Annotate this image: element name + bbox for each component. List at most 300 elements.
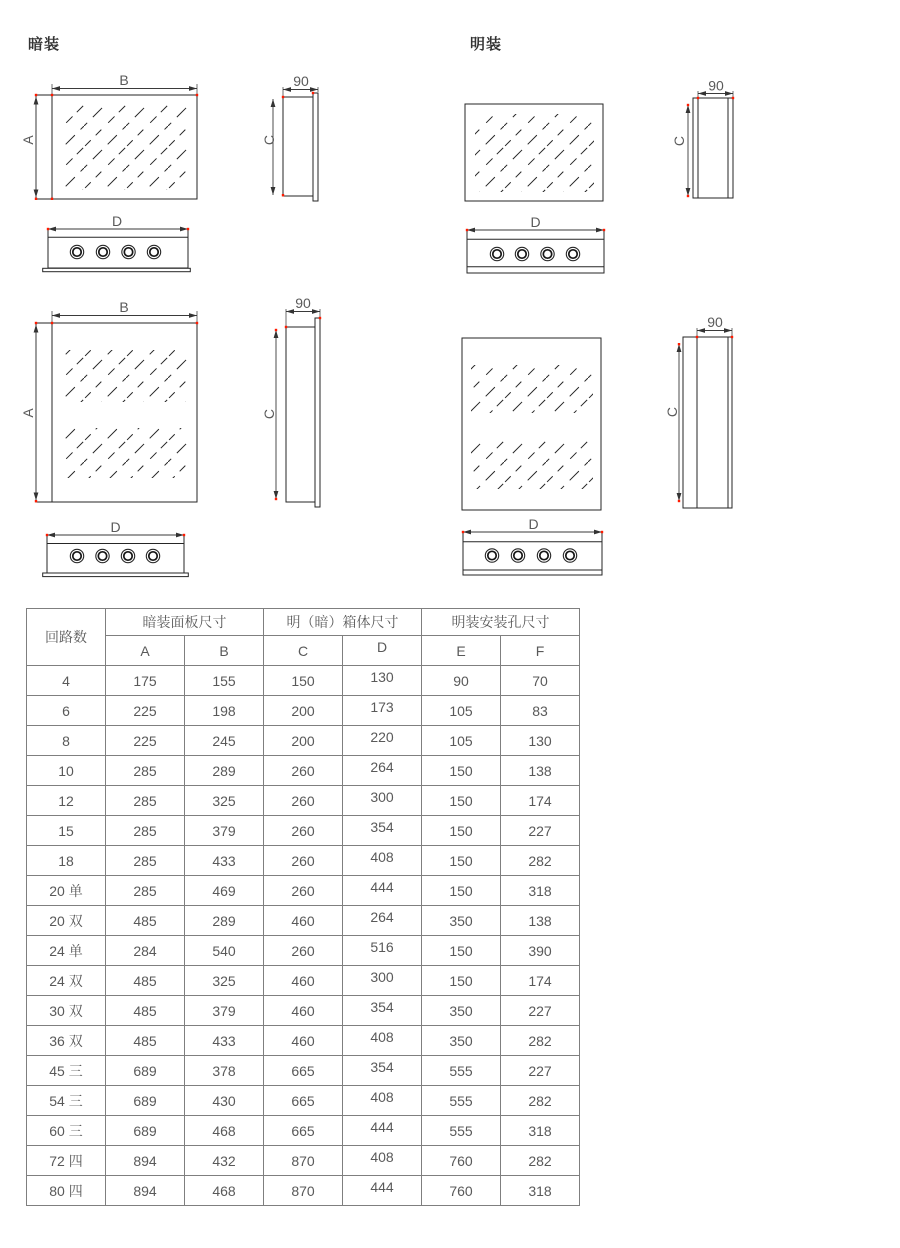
dimension-value-cell	[264, 996, 343, 1026]
cell-text: 555	[449, 1092, 473, 1109]
col-header-b: B	[185, 636, 264, 666]
cell-text: 870	[291, 1152, 315, 1169]
cell-text: 760	[449, 1152, 473, 1169]
col-header-a: A	[106, 636, 185, 666]
cell-text: 350	[449, 1002, 473, 1019]
col-header-d	[343, 636, 422, 666]
dimension-value-cell	[264, 906, 343, 936]
col-header-d-label: D	[376, 638, 388, 655]
cell-text: 460	[291, 912, 315, 929]
cell-text: 469	[212, 882, 236, 899]
table-row	[27, 816, 580, 846]
dimension-value-cell	[501, 1146, 580, 1176]
circuit-count-cell	[27, 1056, 106, 1086]
cell-text: 70	[532, 672, 548, 689]
cell-text: 285	[133, 852, 157, 869]
col-header-c: C	[264, 636, 343, 666]
circuit-count-cell	[27, 1146, 106, 1176]
dim-label-d: D	[528, 516, 539, 532]
dimension-value-cell	[106, 1086, 185, 1116]
dimension-value-cell	[264, 936, 343, 966]
cell-text: 354	[370, 1058, 394, 1075]
dimension-value-cell	[264, 1026, 343, 1056]
table-row	[27, 1026, 580, 1056]
dimension-value-cell	[185, 666, 264, 696]
cell-text: 300	[370, 788, 394, 805]
spec-table	[26, 608, 580, 1206]
cell-text: 894	[133, 1182, 157, 1199]
circuit-count-cell	[27, 966, 106, 996]
cell-text: 433	[212, 852, 236, 869]
cell-text: 408	[370, 1088, 394, 1105]
dimension-value-cell	[185, 876, 264, 906]
cell-text: 264	[370, 908, 394, 925]
dimension-value-cell	[501, 1086, 580, 1116]
cell-text: 430	[212, 1092, 236, 1109]
circuit-count-cell	[27, 1176, 106, 1206]
cell-text: 433	[212, 1032, 236, 1049]
cell-text: 289	[212, 912, 236, 929]
dimension-value-cell	[264, 726, 343, 756]
dimension-value-cell	[501, 816, 580, 846]
cell-text: 282	[528, 1092, 552, 1109]
cell-text: 282	[528, 1152, 552, 1169]
surface-front-view	[465, 104, 603, 201]
cell-text: 282	[528, 852, 552, 869]
cell-text: 30 双	[49, 1002, 83, 1019]
dim-label-c: C	[671, 135, 687, 147]
dimension-value-cell	[264, 786, 343, 816]
col-header-f: F	[501, 636, 580, 666]
circuit-count-cell	[27, 786, 106, 816]
dimension-value-cell	[106, 996, 185, 1026]
dimension-value-cell	[106, 1116, 185, 1146]
dimension-value-cell	[343, 1026, 422, 1056]
dimension-value-cell	[422, 666, 501, 696]
dimension-value-cell	[343, 786, 422, 816]
table-row	[27, 1116, 580, 1146]
dimension-value-cell	[501, 666, 580, 696]
cell-text: 285	[133, 762, 157, 779]
dimension-value-cell	[343, 1056, 422, 1086]
cell-text: 379	[212, 822, 236, 839]
technical-drawings	[0, 0, 900, 600]
cell-text: 468	[212, 1122, 236, 1139]
dimension-value-cell	[106, 1056, 185, 1086]
dimension-value-cell	[343, 1176, 422, 1206]
dimension-value-cell	[264, 1086, 343, 1116]
cell-text: 260	[291, 792, 315, 809]
surface-front-view-double	[462, 338, 601, 510]
cell-text: 282	[528, 1032, 552, 1049]
cell-text: 870	[291, 1182, 315, 1199]
dimension-value-cell	[185, 936, 264, 966]
dimension-value-cell	[343, 996, 422, 1026]
dimension-value-cell	[422, 936, 501, 966]
dimension-value-cell	[422, 1116, 501, 1146]
cell-text: 460	[291, 1032, 315, 1049]
cell-text: 325	[212, 792, 236, 809]
circuit-count-cell	[27, 666, 106, 696]
dimension-value-cell	[185, 1116, 264, 1146]
dimension-value-cell	[264, 846, 343, 876]
dimension-value-cell	[501, 756, 580, 786]
table-row	[27, 936, 580, 966]
dimension-value-cell	[264, 666, 343, 696]
dimension-value-cell	[422, 1086, 501, 1116]
cell-text: 665	[291, 1122, 315, 1139]
col-group-box-size: 明（暗）箱体尺寸	[264, 609, 422, 636]
dimension-value-cell	[501, 906, 580, 936]
dimension-value-cell	[106, 786, 185, 816]
cell-text: 36 双	[49, 1032, 83, 1049]
circuit-count-cell	[27, 996, 106, 1026]
cell-text: 444	[370, 878, 394, 895]
dimension-value-cell	[343, 666, 422, 696]
dimension-value-cell	[185, 996, 264, 1026]
dimension-value-cell	[185, 966, 264, 996]
dimension-value-cell	[185, 1086, 264, 1116]
cell-text: 90	[453, 672, 469, 689]
section-label-surface: 明装	[470, 36, 503, 53]
dimension-value-cell	[422, 1056, 501, 1086]
cell-text: 689	[133, 1092, 157, 1109]
cell-text: 379	[212, 1002, 236, 1019]
table-row	[27, 696, 580, 726]
dimension-value-cell	[264, 876, 343, 906]
cell-text: 460	[291, 1002, 315, 1019]
dimension-value-cell	[185, 696, 264, 726]
dimension-value-cell	[501, 1116, 580, 1146]
dimension-value-cell	[501, 846, 580, 876]
dimension-value-cell	[422, 786, 501, 816]
cell-text: 468	[212, 1182, 236, 1199]
table-row	[27, 756, 580, 786]
cell-text: 150	[449, 822, 473, 839]
cell-text: 54 三	[49, 1092, 83, 1109]
circuit-count-cell	[27, 696, 106, 726]
dimension-value-cell	[343, 906, 422, 936]
dimension-value-cell	[422, 966, 501, 996]
dimension-value-cell	[264, 1056, 343, 1086]
cell-text: 318	[528, 1182, 552, 1199]
table-row	[27, 1086, 580, 1116]
dimension-value-cell	[106, 816, 185, 846]
dim-label-depth: 90	[293, 73, 309, 89]
dimension-value-cell	[106, 966, 185, 996]
dimension-value-cell	[185, 816, 264, 846]
cell-text: 408	[370, 1148, 394, 1165]
cell-text: 225	[133, 732, 157, 749]
cell-text: 689	[133, 1122, 157, 1139]
cell-text: 325	[212, 972, 236, 989]
cell-text: 432	[212, 1152, 236, 1169]
cell-text: 689	[133, 1062, 157, 1079]
cell-text: 485	[133, 972, 157, 989]
dimension-value-cell	[185, 786, 264, 816]
cell-text: 12	[58, 792, 74, 809]
cell-text: 105	[449, 702, 473, 719]
dimension-value-cell	[264, 816, 343, 846]
dimension-value-cell	[501, 696, 580, 726]
dimension-value-cell	[185, 906, 264, 936]
dimension-value-cell	[106, 936, 185, 966]
dim-label-depth: 90	[295, 295, 311, 311]
dimension-value-cell	[343, 816, 422, 846]
cell-text: 15	[58, 822, 74, 839]
cell-text: 227	[528, 1062, 552, 1079]
circuit-count-cell	[27, 1086, 106, 1116]
dimension-value-cell	[422, 696, 501, 726]
dimension-value-cell	[264, 1146, 343, 1176]
dimension-value-cell	[343, 1116, 422, 1146]
cell-text: 20 单	[49, 882, 83, 899]
table-row	[27, 786, 580, 816]
dimension-value-cell	[343, 1086, 422, 1116]
dimension-value-cell	[106, 666, 185, 696]
cell-text: 318	[528, 882, 552, 899]
dimension-value-cell	[422, 846, 501, 876]
dimension-value-cell	[501, 966, 580, 996]
dimension-value-cell	[106, 846, 185, 876]
dim-label-a: A	[20, 408, 36, 418]
cell-text: 408	[370, 1028, 394, 1045]
dimension-value-cell	[343, 936, 422, 966]
dimension-value-cell	[185, 756, 264, 786]
surface-side-view	[671, 78, 734, 199]
table-row	[27, 1146, 580, 1176]
dimension-value-cell	[343, 726, 422, 756]
circuit-count-cell	[27, 1026, 106, 1056]
surface-bottom-view-double	[462, 516, 603, 575]
cell-text: 200	[291, 732, 315, 749]
cell-text: 20 双	[49, 912, 83, 929]
cell-text: 260	[291, 762, 315, 779]
circuit-count-cell	[27, 906, 106, 936]
circuit-count-cell	[27, 936, 106, 966]
cell-text: 150	[449, 762, 473, 779]
cell-text: 130	[370, 668, 394, 685]
col-group-concealed-panel-size: 暗装面板尺寸	[106, 609, 264, 636]
dimension-value-cell	[185, 726, 264, 756]
dimension-value-cell	[343, 846, 422, 876]
cell-text: 485	[133, 1032, 157, 1049]
concealed-front-view	[20, 72, 198, 200]
cell-text: 105	[449, 732, 473, 749]
dim-label-a: A	[20, 135, 36, 145]
table-row	[27, 966, 580, 996]
dimension-value-cell	[343, 876, 422, 906]
cell-text: 350	[449, 1032, 473, 1049]
cell-text: 6	[62, 702, 70, 719]
cell-text: 378	[212, 1062, 236, 1079]
cell-text: 174	[528, 792, 552, 809]
cell-text: 354	[370, 998, 394, 1015]
cell-text: 444	[370, 1178, 394, 1195]
dim-label-d: D	[530, 214, 541, 230]
dimension-value-cell	[501, 876, 580, 906]
dim-label-d: D	[111, 213, 123, 229]
dimension-value-cell	[106, 1026, 185, 1056]
dimension-value-cell	[343, 966, 422, 996]
cell-text: 175	[133, 672, 157, 689]
dimension-value-cell	[185, 846, 264, 876]
cell-text: 460	[291, 972, 315, 989]
cell-text: 198	[212, 702, 236, 719]
cell-text: 24 单	[49, 942, 83, 959]
circuit-count-cell	[27, 1116, 106, 1146]
concealed-bottom-view-double	[43, 519, 189, 577]
dimension-value-cell	[501, 786, 580, 816]
cell-text: 760	[449, 1182, 473, 1199]
surface-side-view-double	[664, 314, 733, 508]
cell-text: 4	[62, 672, 70, 689]
dim-label-d: D	[110, 519, 121, 535]
cell-text: 264	[370, 758, 394, 775]
dimension-value-cell	[106, 1176, 185, 1206]
cell-text: 300	[370, 968, 394, 985]
dimension-value-cell	[422, 816, 501, 846]
cell-text: 485	[133, 912, 157, 929]
dimension-value-cell	[264, 966, 343, 996]
cell-text: 150	[449, 942, 473, 959]
dimension-value-cell	[422, 906, 501, 936]
concealed-front-view-double	[20, 299, 198, 502]
dimension-value-cell	[501, 1056, 580, 1086]
cell-text: 45 三	[49, 1062, 83, 1079]
dimension-value-cell	[106, 876, 185, 906]
dim-label-c: C	[261, 134, 277, 146]
cell-text: 289	[212, 762, 236, 779]
dimension-value-cell	[185, 1176, 264, 1206]
dimension-value-cell	[501, 936, 580, 966]
dimension-value-cell	[264, 1116, 343, 1146]
circuit-count-cell	[27, 756, 106, 786]
cell-text: 318	[528, 1122, 552, 1139]
cell-text: 408	[370, 848, 394, 865]
cell-text: 225	[133, 702, 157, 719]
dimension-value-cell	[185, 1146, 264, 1176]
table-group-header-row	[27, 609, 580, 636]
dimension-value-cell	[264, 756, 343, 786]
table-row	[27, 846, 580, 876]
cell-text: 285	[133, 882, 157, 899]
cell-text: 665	[291, 1092, 315, 1109]
table-row	[27, 876, 580, 906]
circuit-count-cell	[27, 846, 106, 876]
dimension-value-cell	[343, 1146, 422, 1176]
dimension-value-cell	[422, 1176, 501, 1206]
dimension-value-cell	[343, 756, 422, 786]
cell-text: 8	[62, 732, 70, 749]
cell-text: 72 四	[49, 1152, 83, 1169]
cell-text: 260	[291, 852, 315, 869]
dim-label-b: B	[119, 299, 129, 315]
dimension-value-cell	[106, 1146, 185, 1176]
cell-text: 516	[370, 938, 394, 955]
cell-text: 260	[291, 822, 315, 839]
table-row	[27, 906, 580, 936]
dimension-value-cell	[185, 1056, 264, 1086]
cell-text: 130	[528, 732, 552, 749]
circuit-count-cell	[27, 816, 106, 846]
dimension-value-cell	[501, 726, 580, 756]
cell-text: 150	[449, 882, 473, 899]
dim-label-b: B	[119, 72, 129, 88]
cell-text: 665	[291, 1062, 315, 1079]
surface-bottom-view	[466, 214, 605, 273]
table-row	[27, 1176, 580, 1206]
dim-label-c: C	[664, 406, 680, 418]
dimension-value-cell	[422, 1146, 501, 1176]
dimension-value-cell	[106, 756, 185, 786]
cell-text: 444	[370, 1118, 394, 1135]
concealed-side-view	[261, 73, 318, 201]
dimension-value-cell	[422, 996, 501, 1026]
table-row	[27, 726, 580, 756]
col-header-circuits: 回路数	[27, 609, 106, 666]
spec-table-body	[27, 666, 580, 1206]
dimension-value-cell	[422, 726, 501, 756]
dimension-value-cell	[106, 906, 185, 936]
dimension-value-cell	[264, 696, 343, 726]
cell-text: 80 四	[49, 1182, 83, 1199]
dimension-value-cell	[501, 996, 580, 1026]
dimension-value-cell	[422, 756, 501, 786]
cell-text: 10	[58, 762, 74, 779]
cell-text: 220	[370, 728, 394, 745]
cell-text: 245	[212, 732, 236, 749]
cell-text: 150	[449, 852, 473, 869]
dimension-value-cell	[422, 1026, 501, 1056]
cell-text: 390	[528, 942, 552, 959]
dimension-value-cell	[343, 696, 422, 726]
cell-text: 174	[528, 972, 552, 989]
cell-text: 284	[133, 942, 157, 959]
cell-text: 150	[449, 972, 473, 989]
cell-text: 260	[291, 882, 315, 899]
dim-label-depth: 90	[707, 314, 723, 330]
cell-text: 227	[528, 822, 552, 839]
cell-text: 173	[370, 698, 394, 715]
cell-text: 354	[370, 818, 394, 835]
section-label-concealed: 暗装	[28, 36, 61, 53]
cell-text: 18	[58, 852, 74, 869]
cell-text: 24 双	[49, 972, 83, 989]
cell-text: 150	[291, 672, 315, 689]
cell-text: 555	[449, 1062, 473, 1079]
dimension-value-cell	[264, 1176, 343, 1206]
cell-text: 227	[528, 1002, 552, 1019]
table-row	[27, 666, 580, 696]
dimension-value-cell	[501, 1026, 580, 1056]
dim-label-depth: 90	[708, 77, 724, 94]
concealed-bottom-view	[43, 213, 191, 272]
circuit-count-cell	[27, 726, 106, 756]
cell-text: 540	[212, 942, 236, 959]
cell-text: 150	[449, 792, 473, 809]
cell-text: 200	[291, 702, 315, 719]
dimension-value-cell	[501, 1176, 580, 1206]
table-row	[27, 1056, 580, 1086]
cell-text: 155	[212, 672, 236, 689]
dimension-value-cell	[422, 876, 501, 906]
col-group-mounting-hole-size: 明装安装孔尺寸	[422, 609, 580, 636]
cell-text: 285	[133, 792, 157, 809]
cell-text: 894	[133, 1152, 157, 1169]
table-subheader-row	[27, 636, 580, 666]
dim-label-c: C	[261, 408, 277, 420]
